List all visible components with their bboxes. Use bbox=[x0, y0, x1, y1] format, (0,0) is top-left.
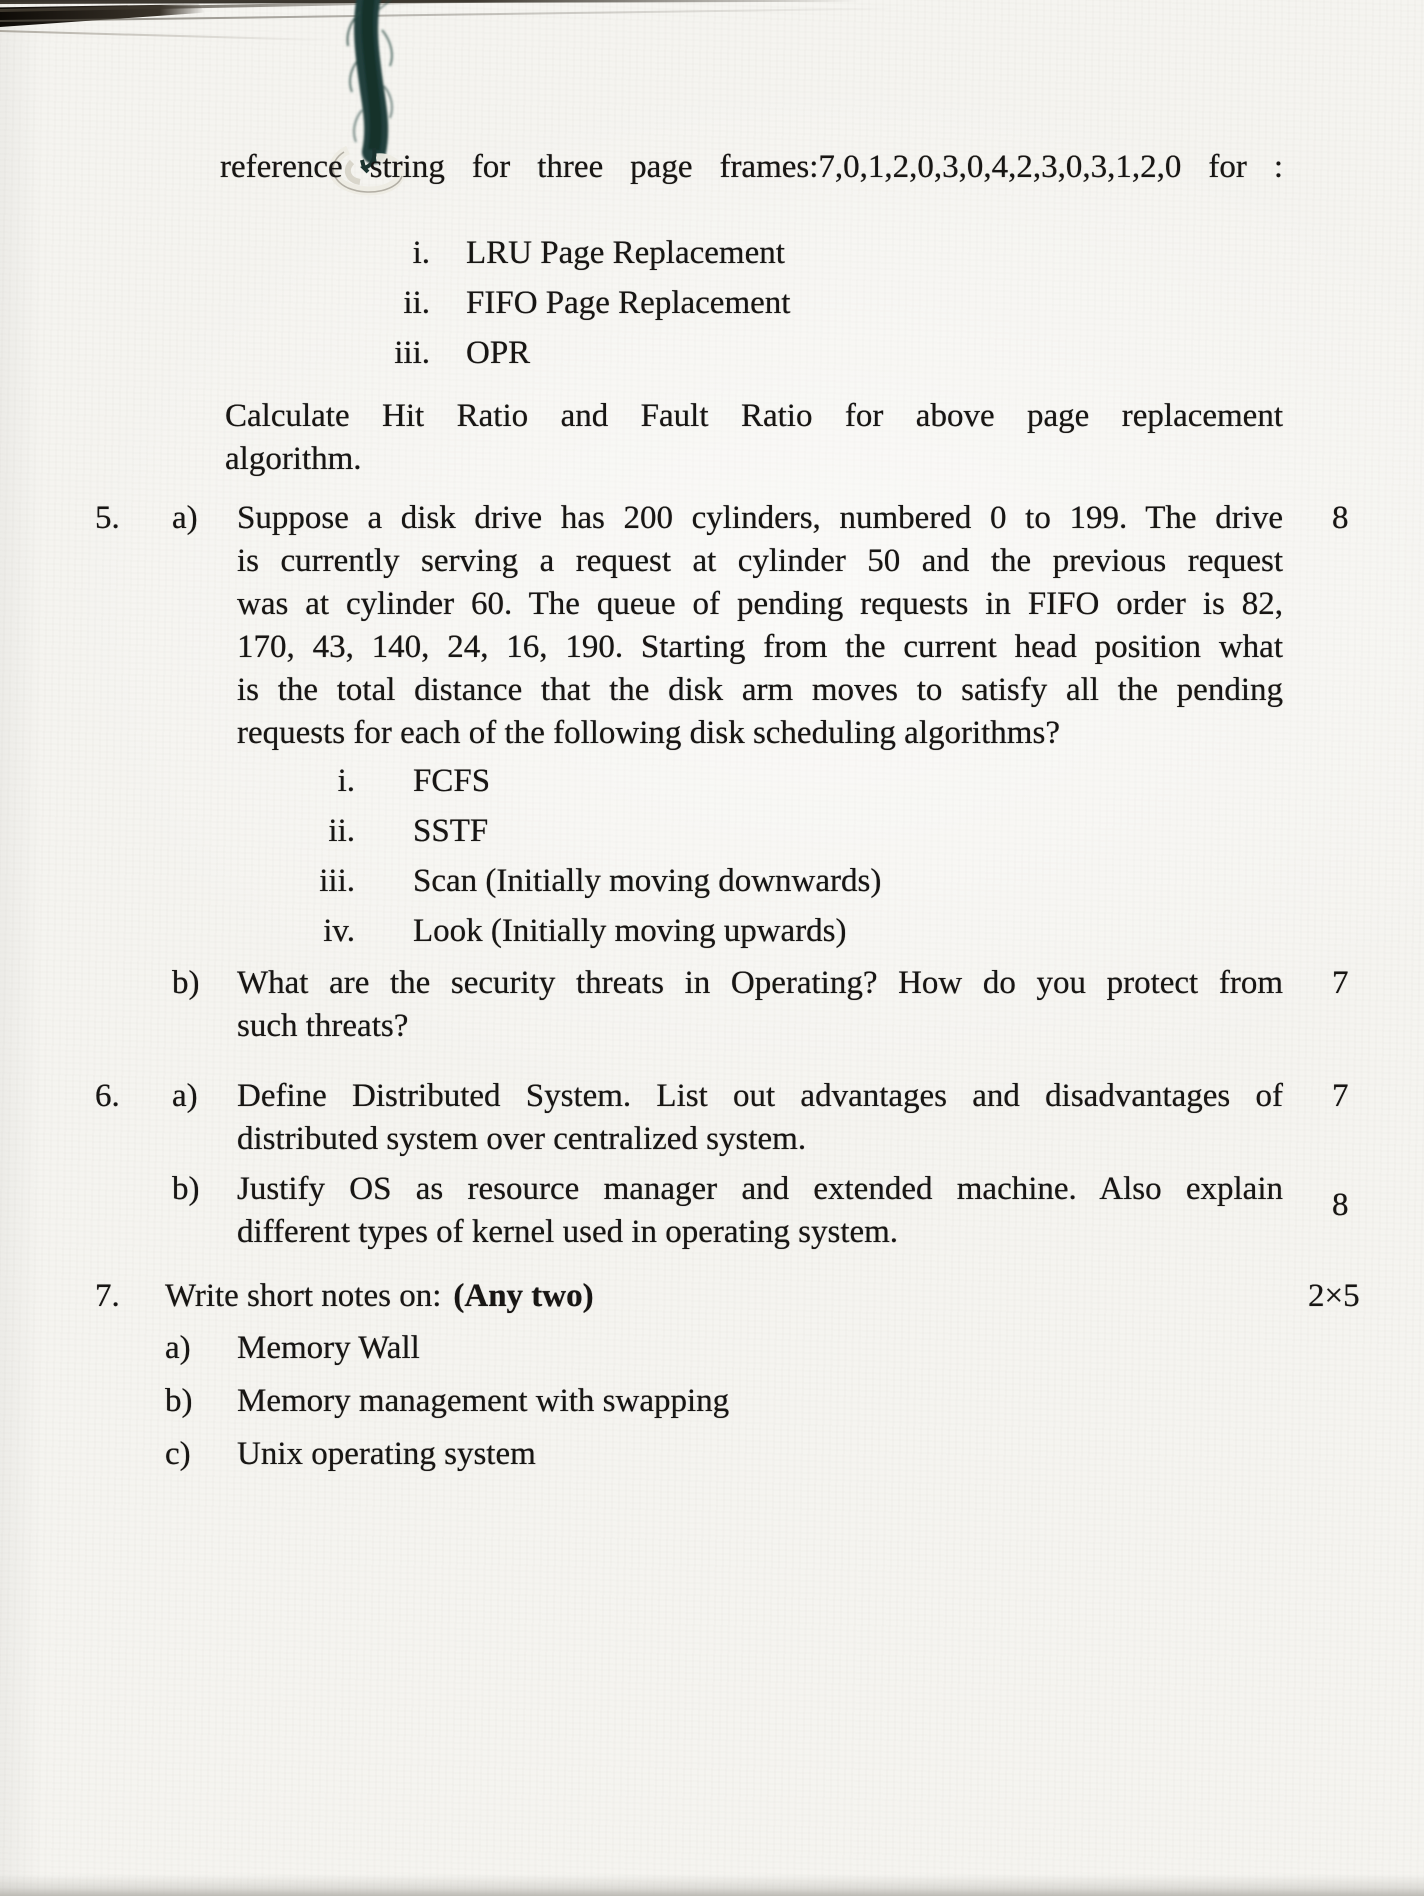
question-line: Suppose a disk drive has 200 cylinders, numbered 0 to 199. The drive bbox=[237, 500, 1283, 536]
short-note-text: Unix operating system bbox=[237, 1436, 536, 1472]
question-line: 170, 43, 140, 24, 16, 190. Starting from the current head position what bbox=[237, 629, 1283, 665]
part-letter: c) bbox=[165, 1436, 191, 1472]
short-note-item bbox=[0, 1327, 1424, 1370]
list-label: FIFO Page Replacement bbox=[466, 285, 791, 321]
question-body bbox=[237, 962, 1283, 1048]
question-line: such threats? bbox=[237, 1008, 409, 1044]
question-line: requests for each of the following disk scheduling algorithms? bbox=[237, 715, 1060, 751]
list-numeral: ii. bbox=[328, 813, 355, 849]
list-item bbox=[0, 282, 1424, 325]
question-line: Justify OS as resource manager and extended machine. Also explain bbox=[237, 1171, 1283, 1207]
question-line: Define Distributed System. List out advantages and disadvantages of bbox=[237, 1078, 1283, 1114]
bottom-edge-shadow bbox=[0, 1874, 1424, 1896]
short-note-text: Memory Wall bbox=[237, 1330, 420, 1366]
list-numeral: i. bbox=[337, 763, 355, 799]
list-label: OPR bbox=[466, 335, 531, 371]
question-7 bbox=[0, 1275, 1424, 1318]
list-item bbox=[0, 860, 1424, 903]
list-item bbox=[0, 332, 1424, 375]
list-item bbox=[0, 232, 1424, 275]
part-letter: a) bbox=[165, 1330, 191, 1366]
list-item bbox=[0, 760, 1424, 803]
part-letter: a) bbox=[172, 1078, 198, 1114]
list-numeral: iv. bbox=[323, 913, 355, 949]
short-note-item bbox=[0, 1433, 1424, 1476]
marks-badge: 8 bbox=[1332, 1187, 1349, 1223]
question-body bbox=[237, 1168, 1283, 1254]
disk-scheduling-list bbox=[0, 760, 1424, 953]
question-5b bbox=[0, 962, 1424, 1048]
list-numeral: iii. bbox=[394, 335, 430, 371]
marks-badge: 7 bbox=[1332, 965, 1349, 1001]
list-numeral: iii. bbox=[319, 863, 355, 899]
paragraph-line: Calculate Hit Ratio and Fault Ratio for above page replacement bbox=[225, 398, 1283, 434]
marks-badge: 8 bbox=[1332, 500, 1349, 536]
part-letter: b) bbox=[172, 1171, 200, 1207]
question-number: 6. bbox=[95, 1078, 120, 1114]
list-numeral: ii. bbox=[403, 285, 430, 321]
question-body bbox=[165, 1275, 1424, 1318]
list-label: LRU Page Replacement bbox=[466, 235, 785, 271]
part-letter: b) bbox=[165, 1383, 193, 1419]
question-line: was at cylinder 60. The queue of pending requests in FIFO order is 82, bbox=[237, 586, 1283, 622]
reference-string-line: reference string for three page frames:7,0,1,2,0,3,0,4,2,3,0,3,1,2,0 for : bbox=[220, 149, 1283, 185]
list-numeral: i. bbox=[412, 235, 430, 271]
any-two-emphasis: (Any two) bbox=[453, 1278, 594, 1314]
list-label: Look (Initially moving upwards) bbox=[413, 913, 847, 949]
page-replacement-list bbox=[0, 232, 1424, 375]
short-notes-list bbox=[0, 1327, 1424, 1476]
short-note-text: Memory management with swapping bbox=[237, 1383, 730, 1419]
question-5a bbox=[0, 497, 1424, 755]
list-label: SSTF bbox=[413, 813, 489, 849]
list-item bbox=[0, 910, 1424, 953]
question-line: is the total distance that the disk arm moves to satisfy all the pending bbox=[237, 672, 1283, 708]
list-label: Scan (Initially moving downwards) bbox=[413, 863, 882, 899]
question-line: different types of kernel used in operating system. bbox=[237, 1214, 899, 1250]
marks-badge: 2×5 bbox=[1308, 1278, 1360, 1314]
part-letter: a) bbox=[172, 500, 198, 536]
question-line: What are the security threats in Operating? How do you protect from bbox=[237, 965, 1283, 1001]
question-6a bbox=[0, 1075, 1424, 1161]
question-line: distributed system over centralized system. bbox=[237, 1121, 807, 1157]
short-note-item bbox=[0, 1380, 1424, 1423]
question-line: is currently serving a request at cylinder 50 and the previous request bbox=[237, 543, 1283, 579]
question-body bbox=[237, 497, 1283, 755]
calculate-paragraph bbox=[225, 395, 1283, 481]
list-label: FCFS bbox=[413, 763, 491, 799]
paragraph-line: algorithm. bbox=[225, 441, 362, 477]
list-item bbox=[0, 810, 1424, 853]
question-body bbox=[237, 1075, 1283, 1161]
part-letter: b) bbox=[172, 965, 200, 1001]
question-number: 7. bbox=[95, 1278, 120, 1314]
question-6b bbox=[0, 1168, 1424, 1254]
question-number: 5. bbox=[95, 500, 120, 536]
marks-badge: 7 bbox=[1332, 1078, 1349, 1114]
question-line: Write short notes on: bbox=[165, 1278, 442, 1314]
